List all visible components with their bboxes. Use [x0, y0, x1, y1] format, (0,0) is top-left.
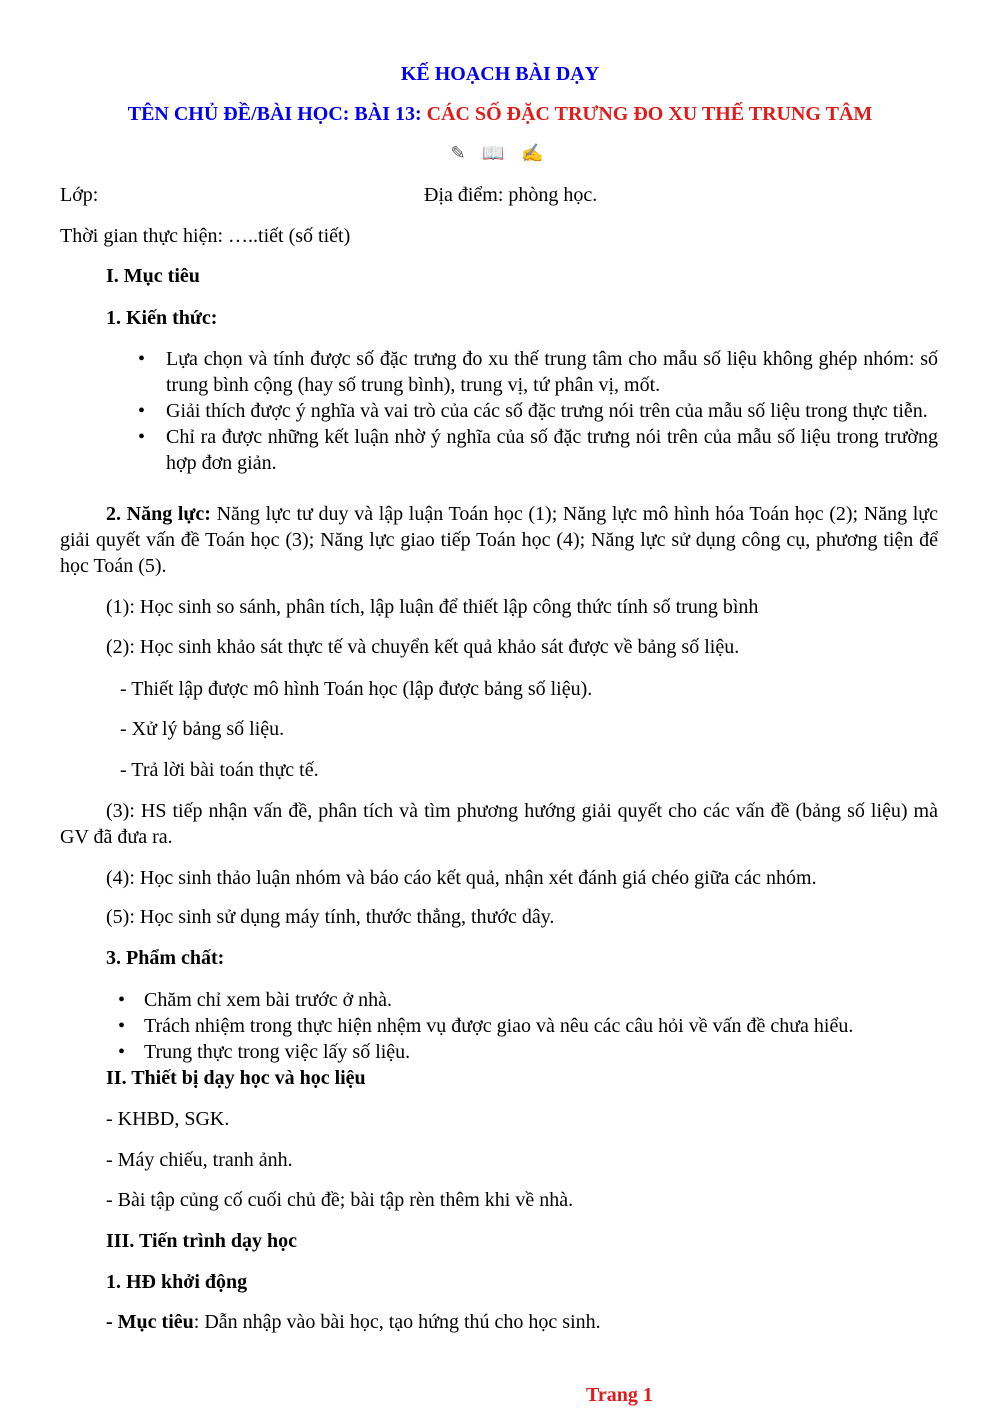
topic-name: CÁC SỐ ĐẶC TRƯNG ĐO XU THẾ TRUNG TÂM	[426, 103, 873, 125]
bullet-icon: •	[118, 989, 126, 1011]
knowledge-heading: 1. Kiến thức:	[106, 307, 218, 329]
knowledge-list	[118, 346, 938, 476]
list-item: • Giải thích được ý nghĩa và vai trò của các số đặc trưng nói trên của mẫu số liệu trong thực tiễn.	[138, 400, 928, 422]
topic-line	[0, 104, 1000, 124]
page-number: Trang 1	[586, 1384, 653, 1406]
quality-list	[118, 987, 938, 1065]
document-title: KẾ HOẠCH BÀI DẠY	[400, 63, 600, 85]
equipment-item-3: - Bài tập củng cố cuối chủ đề; bài tập rèn thêm khi về nhà.	[106, 1189, 574, 1211]
competence-2: (2): Học sinh khảo sát thực tế và chuyển kết quả khảo sát được về bảng số liệu.	[106, 636, 740, 658]
section-1-heading: I. Mục tiêu	[106, 265, 200, 287]
competence-3: (3): HS tiếp nhận vấn đề, phân tích và tìm phương hướng giải quyết cho các vấn đề (bảng số liệu) mà GV đã đưa ra.	[60, 800, 938, 848]
goal-text: : Dẫn nhập vào bài học, tạo hứng thú cho học sinh.	[193, 1311, 601, 1333]
warmup-heading: 1. HĐ khởi động	[106, 1271, 248, 1293]
decor-icons: ✎ 📖 ✍	[450, 143, 550, 163]
competence-2-sub-3: - Trả lời bài toán thực tế.	[120, 759, 319, 781]
bullet-icon: •	[118, 1041, 126, 1063]
equipment-item-1: - KHBD, SGK.	[106, 1108, 230, 1130]
class-label: Lớp:	[60, 184, 99, 206]
competence-2-sub-1: - Thiết lập được mô hình Toán học (lập được bảng số liệu).	[120, 678, 593, 700]
section-2-heading: II. Thiết bị dạy học và học liệu	[106, 1067, 366, 1089]
list-item: • Chăm chỉ xem bài trước ở nhà.	[118, 989, 393, 1011]
list-item: • Trách nhiệm trong thực hiện nhệm vụ được giao và nêu các câu hỏi về vấn đề chưa hiểu.	[118, 1015, 854, 1037]
goal-line	[106, 1312, 601, 1332]
location-text: Địa điểm: phòng học.	[424, 184, 598, 206]
competence-5: (5): Học sinh sử dụng máy tính, thước thẳng, thước dây.	[106, 906, 555, 928]
topic-prefix: TÊN CHỦ ĐỀ/BÀI HỌC: BÀI 13:	[127, 103, 427, 125]
competence-paragraph: 2. Năng lực: Năng lực tư duy và lập luận Toán học (1); Năng lực mô hình hóa Toán học (2); Năng lực giải quyết vấn đề Toán học (3); Năng lực giao tiếp Toán học (4); Năng lực sử dụng công cụ, phương tiện để học Toán (5).	[60, 503, 939, 577]
bullet-icon: •	[138, 348, 146, 370]
quality-heading: 3. Phẩm chất:	[106, 947, 225, 969]
equipment-item-2: - Máy chiếu, tranh ảnh.	[106, 1149, 293, 1171]
competence-4: (4): Học sinh thảo luận nhóm và báo cáo kết quả, nhận xét đánh giá chéo giữa các nhóm.	[106, 867, 817, 889]
list-item: • Trung thực trong việc lấy số liệu.	[118, 1041, 411, 1063]
competence-2-sub-2: - Xử lý bảng số liệu.	[120, 718, 285, 740]
bullet-icon: •	[118, 1015, 126, 1037]
time-text: Thời gian thực hiện: …..tiết (số tiết)	[60, 225, 351, 247]
competence-1: (1): Học sinh so sánh, phân tích, lập luận để thiết lập công thức tính số trung bình	[106, 596, 759, 618]
list-item: • Chỉ ra được những kết luận nhờ ý nghĩa của số đặc trưng nói trên của mẫu số liệu trong trường hợp đơn giản.	[138, 426, 938, 474]
bullet-icon: •	[138, 426, 146, 448]
goal-label: - Mục tiêu	[106, 1311, 194, 1333]
section-3-heading: III. Tiến trình dạy học	[106, 1230, 297, 1252]
list-item: • Lựa chọn và tính được số đặc trưng đo xu thế trung tâm cho mẫu số liệu không ghép nhóm: số trung bình cộng (hay số trung bình), trung vị, tứ phân vị, mốt.	[138, 348, 938, 396]
competence-heading: 2. Năng lực:	[106, 503, 211, 525]
bullet-icon: •	[138, 400, 146, 422]
